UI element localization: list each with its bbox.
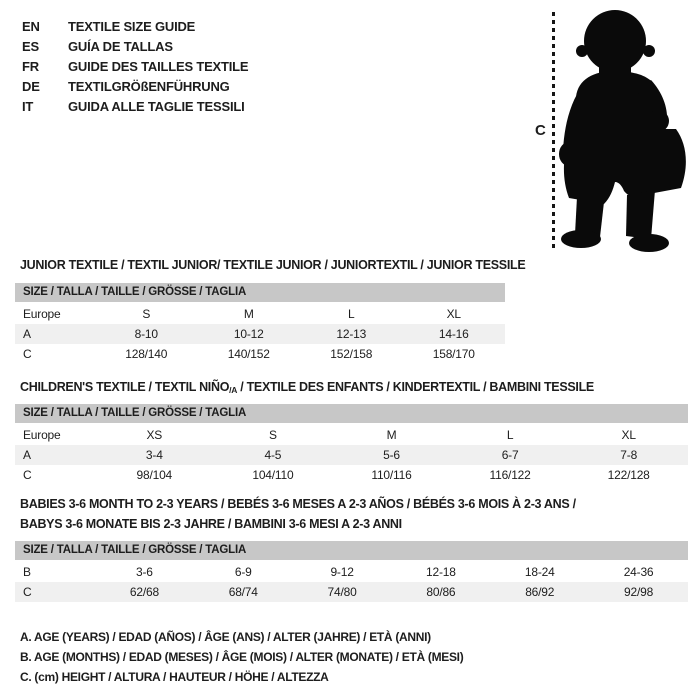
guide-title: TEXTILGRÖßENFÜHRUNG	[68, 78, 230, 94]
guide-title: TEXTILE SIZE GUIDE	[68, 18, 196, 34]
size-cell: XS	[146, 428, 163, 442]
height-cell: 98/104	[136, 468, 173, 482]
note-height-cm: C. (cm) HEIGHT / ALTURA / HAUTEUR / HÖHE / ALTEZZA	[20, 670, 329, 684]
size-cell: XL	[446, 307, 461, 321]
row-label: C	[23, 468, 32, 482]
junior-section-heading: JUNIOR TEXTILE / TEXTIL JUNIOR/ TEXTILE JUNIOR / JUNIORTEXTIL / JUNIOR TESSILE	[20, 258, 526, 272]
age-cell: 4-5	[264, 448, 282, 462]
table-row-age	[15, 445, 688, 465]
table-row-age	[15, 324, 505, 344]
row-label: A	[23, 327, 31, 341]
size-cell: L	[348, 307, 355, 321]
guide-title: GUÍA DE TALLAS	[68, 38, 173, 54]
height-cell: 74/80	[327, 585, 357, 599]
table-row-months	[15, 562, 688, 582]
heading-text: CHILDREN'S TEXTILE / TEXTIL NIÑO	[20, 380, 230, 394]
language-row-fr	[22, 56, 248, 76]
height-cell: 122/128	[607, 468, 650, 482]
age-cell: 5-6	[383, 448, 400, 462]
legend-notes	[20, 627, 463, 687]
height-cell: 92/98	[624, 585, 654, 599]
months-cell: 6-9	[234, 565, 252, 579]
height-cell: 86/92	[525, 585, 555, 599]
size-cell: M	[243, 307, 254, 321]
age-cell: 3-4	[145, 448, 163, 462]
height-measure-label: C	[535, 122, 546, 139]
age-cell: 7-8	[620, 448, 638, 462]
months-cell: 9-12	[330, 565, 354, 579]
age-cell: 6-7	[501, 448, 519, 462]
language-row-en	[22, 16, 248, 36]
age-cell: 10-12	[233, 327, 264, 341]
language-row-it	[22, 96, 248, 116]
table-row-height	[15, 582, 688, 602]
row-label: Europe	[23, 428, 61, 442]
table-row-height	[15, 344, 505, 364]
children-section-heading	[20, 377, 594, 400]
heading-text: / TEXTILE DES ENFANTS / KINDERTEXTIL / BAMBINI TESSILE	[237, 380, 594, 394]
age-cell: 14-16	[438, 327, 469, 341]
size-cell: XL	[621, 428, 636, 442]
row-label: Europe	[23, 307, 61, 321]
months-cell: 24-36	[623, 565, 654, 579]
guide-title: GUIDE DES TAILLES TEXTILE	[68, 58, 249, 74]
age-cell: 8-10	[134, 327, 158, 341]
age-cell: 12-13	[336, 327, 367, 341]
language-code: IT	[22, 98, 34, 114]
row-label: C	[23, 347, 32, 361]
language-code: FR	[22, 58, 39, 74]
language-row-es	[22, 36, 248, 56]
months-cell: 18-24	[524, 565, 555, 579]
row-label: B	[23, 565, 31, 579]
size-cell: L	[506, 428, 514, 442]
language-code: DE	[22, 78, 40, 94]
size-cell: M	[386, 428, 397, 442]
note-age-months: B. AGE (MONTHS) / EDAD (MESES) / ÂGE (MOIS) / ALTER (MONATE) / ETÀ (MESI)	[20, 650, 464, 664]
size-header-bar: SIZE / TALLA / TAILLE / GRÖSSE / TAGLIA	[15, 404, 688, 423]
height-cell: 128/140	[125, 347, 168, 361]
row-label: A	[23, 448, 31, 462]
size-cell: S	[268, 428, 277, 442]
heading-subscript: /A	[229, 385, 238, 395]
children-size-table	[15, 404, 688, 485]
months-cell: 12-18	[426, 565, 456, 579]
height-cell: 68/74	[228, 585, 258, 599]
babies-size-table	[15, 541, 688, 602]
height-cell: 116/122	[489, 468, 531, 482]
language-title-list	[22, 16, 248, 116]
row-label: C	[23, 585, 32, 599]
language-code: ES	[22, 38, 39, 54]
height-cell: 158/170	[432, 347, 475, 361]
size-header-bar: SIZE / TALLA / TAILLE / GRÖSSE / TAGLIA	[15, 283, 505, 302]
table-row-europe	[15, 304, 505, 324]
height-cell: 62/68	[129, 585, 159, 599]
height-cell: 140/152	[227, 347, 270, 361]
heading-line: BABIES 3-6 MONTH TO 2-3 YEARS / BEBÉS 3-6 MESES A 2-3 AÑOS / BÉBÉS 3-6 MOIS À 2-3 ANS /	[20, 497, 576, 511]
size-cell: S	[142, 307, 151, 321]
language-code: EN	[22, 18, 40, 34]
guide-title: GUIDA ALLE TAGLIE TESSILI	[68, 98, 245, 114]
height-cell: 104/110	[252, 468, 294, 482]
height-cell: 152/158	[330, 347, 373, 361]
junior-size-table	[15, 283, 505, 364]
toddler-silhouette-icon	[556, 5, 698, 253]
height-cell: 80/86	[426, 585, 456, 599]
note-age-years: A. AGE (YEARS) / EDAD (AÑOS) / ÂGE (ANS) / ALTER (JAHRE) / ETÀ (ANNI)	[20, 630, 431, 644]
table-row-europe	[15, 425, 688, 445]
language-row-de	[22, 76, 248, 96]
heading-line: BABYS 3-6 MONATE BIS 2-3 JAHRE / BAMBINI 3-6 MESI A 2-3 ANNI	[20, 517, 402, 531]
table-row-height	[15, 465, 688, 485]
babies-section-heading	[20, 494, 576, 534]
months-cell: 3-6	[136, 565, 153, 579]
size-header-bar: SIZE / TALLA / TAILLE / GRÖSSE / TAGLIA	[15, 541, 688, 560]
height-dashed-line	[552, 12, 555, 248]
height-cell: 110/116	[371, 468, 412, 482]
